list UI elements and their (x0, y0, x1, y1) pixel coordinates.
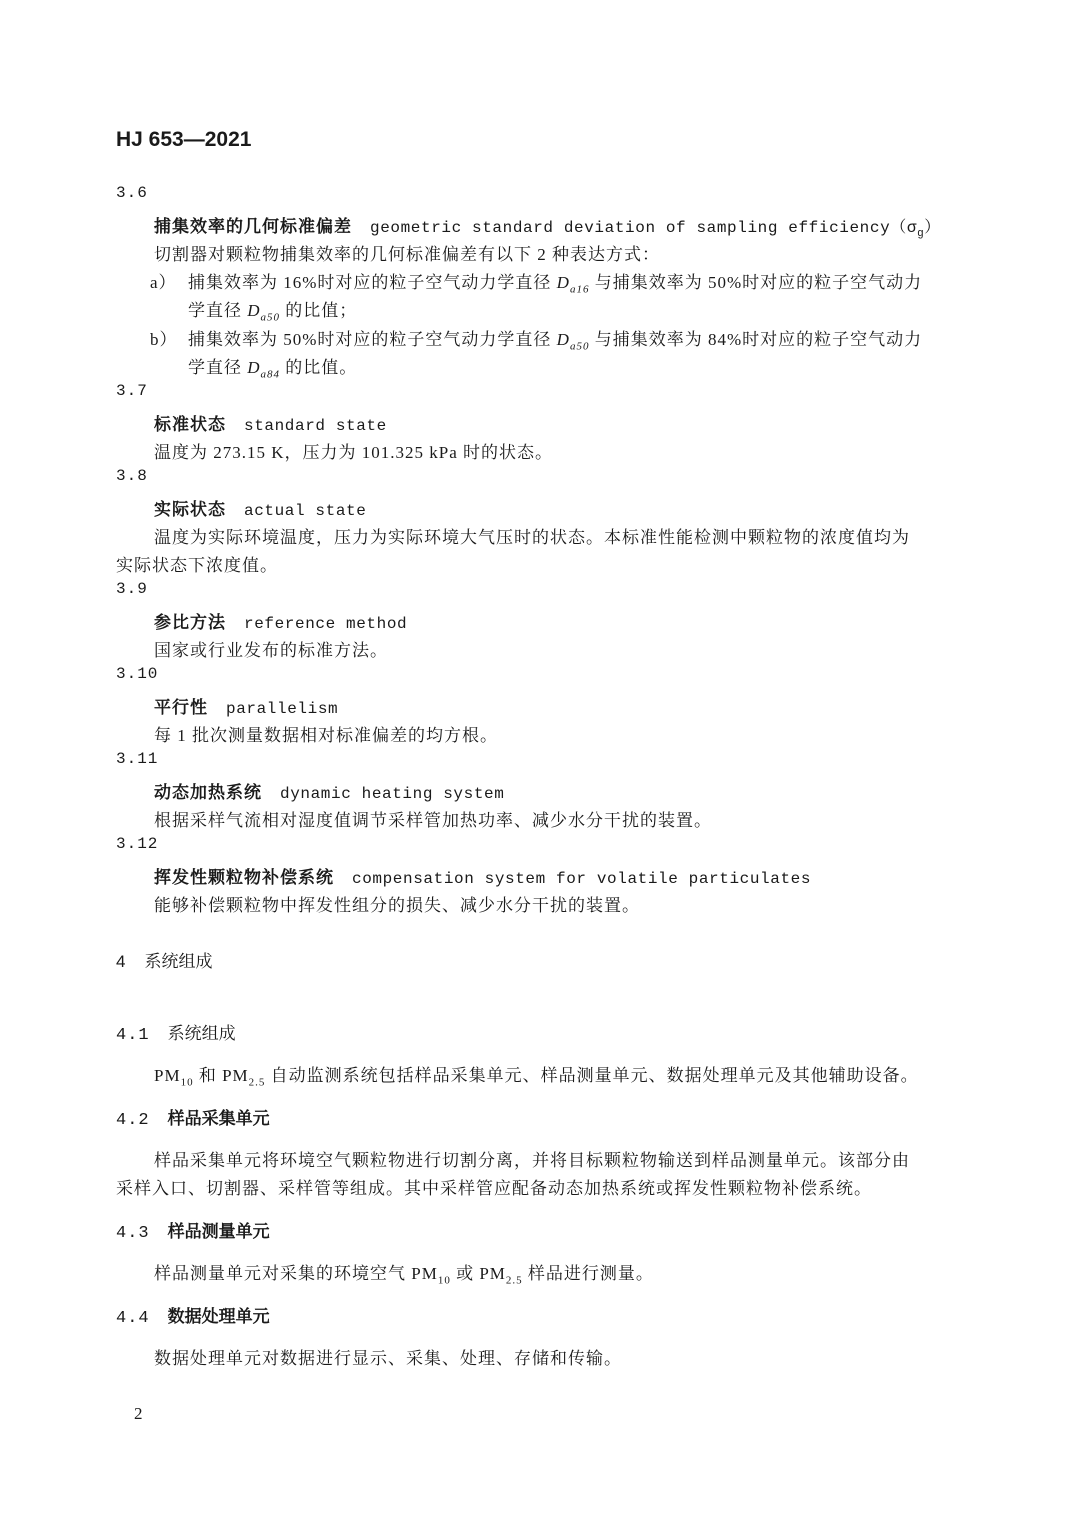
term-en: parallelism (226, 700, 339, 718)
term-zh: 捕集效率的几何标准偏差 (154, 217, 352, 236)
term-heading (154, 863, 811, 888)
term-heading (154, 778, 504, 803)
list-item-a-line2: 学直径 $D_{a50}$ 的比值； (188, 301, 358, 324)
list-item-b-line2: 学直径 $D_{a84}$ 的比值。 (188, 358, 358, 381)
subsection-heading: 4.3 样品测量单元 (116, 1222, 270, 1243)
paragraph-cont: 采样入口、切割器、采样管等组成。其中采样管应配备动态加热系统或挥发性颗粒物补偿系统。 (116, 1179, 872, 1198)
subsection-heading: 4.2 样品采集单元 (116, 1109, 270, 1130)
term-heading (154, 608, 407, 633)
term-heading (154, 693, 338, 718)
paragraph: 数据处理单元对数据进行显示、采集、处理、存储和传输。 (154, 1349, 622, 1368)
paragraph: 样品测量单元对采集的环境空气 $PM_{10}$ 或 $PM_{2.5}$ 样品进行测量。 (154, 1264, 654, 1287)
term-zh: 参比方法 (154, 613, 226, 632)
term-zh: 实际状态 (154, 500, 226, 519)
term-definition: 切割器对颗粒物捕集效率的几何标准偏差有以下 2 种表达方式： (154, 245, 660, 264)
term-en: reference method (244, 615, 408, 633)
term-definition: 每 1 批次测量数据相对标准偏差的均方根。 (154, 726, 498, 745)
term-zh: 标准状态 (154, 415, 226, 434)
clause-number: 3.9 (116, 580, 148, 598)
clause-number: 3.8 (116, 467, 148, 485)
clause-number: 3.7 (116, 382, 148, 400)
term-heading (154, 212, 941, 240)
term-definition: 根据采样气流相对湿度值调节采样管加热功率、减少水分干扰的装置。 (154, 811, 712, 830)
page-number: 2 (134, 1404, 143, 1423)
subsection-heading: 4.4 数据处理单元 (116, 1307, 270, 1328)
clause-number: 3.12 (116, 835, 159, 853)
term-zh: 挥发性颗粒物补偿系统 (154, 868, 334, 887)
paragraph: $PM_{10}$ 和 $PM_{2.5}$ 自动监测系统包括样品采集单元、样品测量单元、数据处理单元及其他辅助设备。 (154, 1066, 919, 1089)
clause-number: 3.11 (116, 750, 159, 768)
section-heading: 4 系统组成 (116, 952, 213, 971)
term-en: standard state (244, 417, 387, 435)
term-en: actual state (244, 502, 367, 520)
term-definition: 国家或行业发布的标准方法。 (154, 641, 388, 660)
list-label-a: a） (150, 273, 177, 292)
term-heading (154, 410, 387, 435)
term-en: geometric standard deviation of sampling $efficiency(\sigma_g)$ (370, 219, 941, 241)
list-item-a-line1: 捕集效率为 16%时对应的粒子空气动力学直径 $D_{a16}$ 与捕集效率为 50%时对应的粒子空气动力 (188, 273, 923, 296)
term-zh: 平行性 (154, 698, 208, 717)
term-definition: 温度为实际环境温度，压力为实际环境大气压时的状态。本标准性能检测中颗粒物的浓度值均为 (154, 528, 910, 547)
term-heading (154, 495, 366, 520)
subsection-heading: 4.1 系统组成 (116, 1024, 236, 1045)
term-definition: 温度为 273.15 K，压力为 101.325 kPa 时的状态。 (154, 443, 554, 462)
clause-number: 3.10 (116, 665, 159, 683)
document-id: HJ 653—2021 (116, 128, 252, 151)
term-definition-cont: 实际状态下浓度值。 (116, 556, 278, 575)
term-definition: 能够补偿颗粒物中挥发性组分的损失、减少水分干扰的装置。 (154, 896, 640, 915)
list-item-b-line1: 捕集效率为 50%时对应的粒子空气动力学直径 $D_{a50}$ 与捕集效率为 84%时对应的粒子空气动力 (188, 330, 923, 353)
clause-number: 3.6 (116, 184, 148, 202)
list-label-b: b） (150, 330, 178, 349)
paragraph: 样品采集单元将环境空气颗粒物进行切割分离，并将目标颗粒物输送到样品测量单元。该部分由 (154, 1151, 910, 1170)
term-en: dynamic heating system (280, 785, 505, 803)
term-en: compensation system for volatile particulates (352, 870, 812, 888)
term-zh: 动态加热系统 (154, 783, 262, 802)
